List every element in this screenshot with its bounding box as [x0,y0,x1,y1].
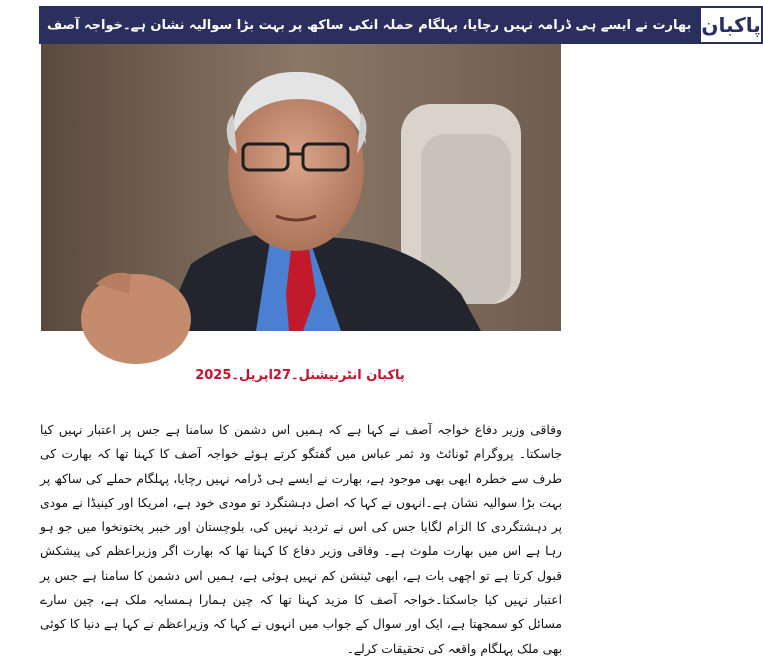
dateline: پاکبان انٹرنیشنل۔27اپریل۔2025 [195,368,405,383]
headline-bar [39,6,699,44]
brand-logo [699,6,762,44]
portrait-photo-icon [41,44,561,331]
headline-header [39,6,761,44]
brand-name: پاکبان [701,13,761,37]
headline-text: بھارت نے ایسے ہی ڈرامہ نہیں رچایا، پہلگام حملہ انکی ساکھ پر بہت بڑا سوالیہ نشان ہے۔خواجہ آصف [47,17,692,33]
article-photo [41,44,561,331]
article-body: وفاقی وزیر دفاع خواجہ آصف نے کہا ہے کہ ہمیں اس دشمن کا سامنا ہے جس پر اعتبار نہیں کیا جاسکتا۔ پروگرام ٹونائٹ ود ثمر عباس میں گفتگو کرتے ہوئے خواجہ آصف کا کہنا تھا کہ بھارت کی طرف سے خطرہ ابھی بھی موجود ہے، بھارت نے ایسے ہی ڈرامہ نہیں رچایا، پہلگام حملے کی ساکھ پر بہت بڑا سوالیہ نشان ہے۔انہوں نے کہا کہ اصل دہشتگرد تو مودی خود ہے، امریکا اور کینیڈا نے مودی پر دہشتگردی کا الزام لگایا جس کی اس نے تردید نہیں کی، بلوچستان اور خیبر پختونخوا میں جو ہو رہا ہے اس میں بھارت ملوث ہے۔ وفاقی وزیر دفاع کا کہنا تھا کہ بھارت اگر وزیراعظم کی پیشکش قبول کرتا ہے تو اچھی بات ہے، ابھی ٹینشن کم نہیں ہوئی ہے، ہمیں اس دشمن کا سامنا ہے جس پر اعتبار نہیں کیا جاسکتا۔خواجہ آصف کا مزید کہنا تھا کہ چین ہمارا ہمسایہ ملک ہے، چین سارے مسائل کو سمجھتا ہے، ایک اور سوال کے جواب میں انہوں نے کہا کہ وزیراعظم نے کہا ہے دنیا کا کوئی بھی ملک پہلگام واقعہ کی تحقیقات کرلے۔ [40,423,562,656]
